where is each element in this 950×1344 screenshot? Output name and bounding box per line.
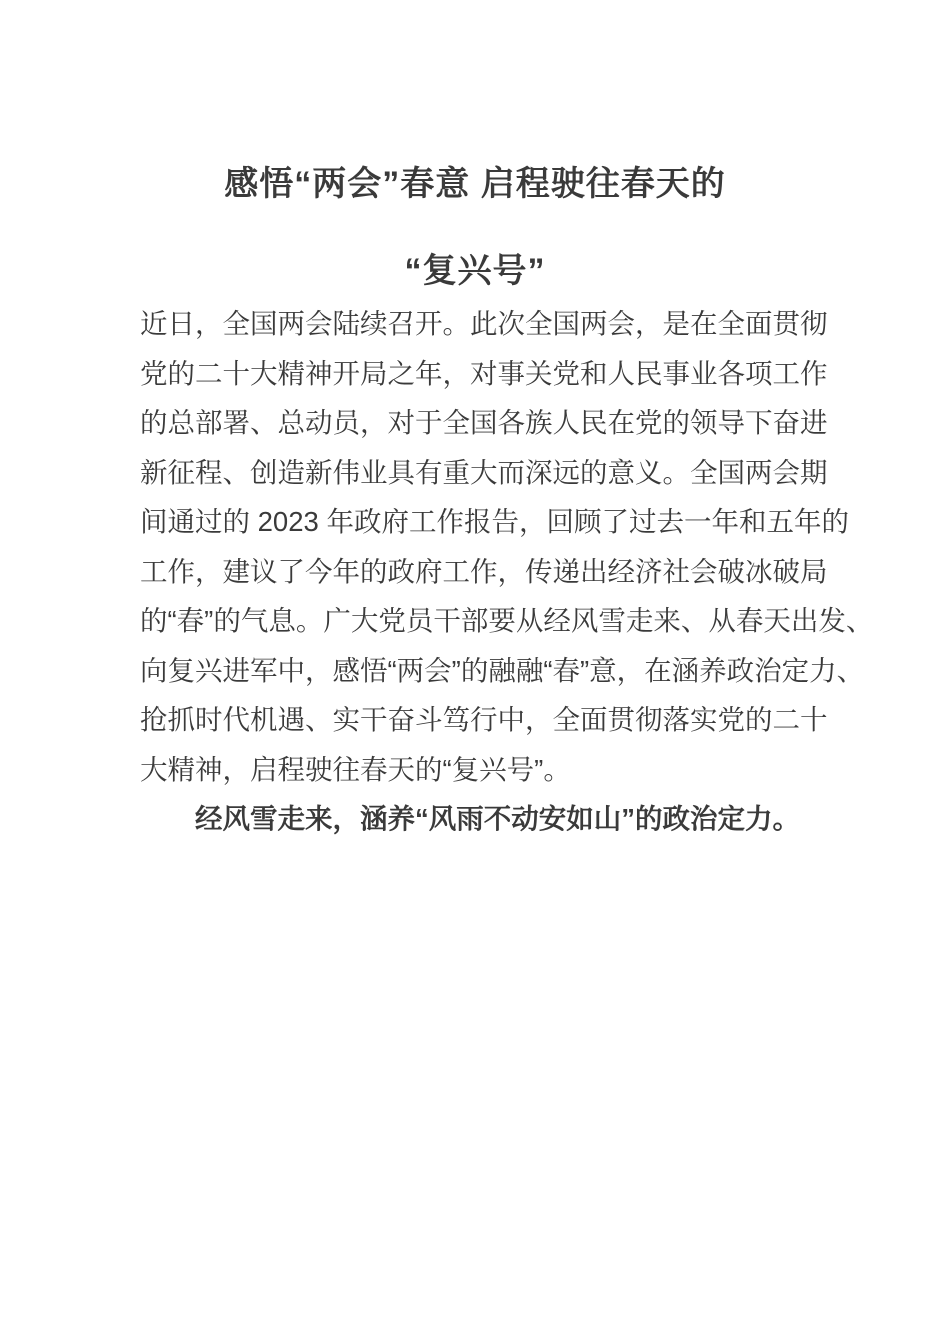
- body-line-5: 间通过的 2023 年政府工作报告，回顾了过去一年和五年的: [140, 506, 849, 537]
- body-paragraph: [140, 299, 874, 794]
- emphasis-paragraph: 经风雪走来，涵养“风雨不动安如山”的政治定力。: [195, 803, 800, 834]
- body-line-7: 的“春”的气息。广大党员干部要从经风雪走来、从春天出发、: [140, 605, 874, 636]
- body-line-9: 抢抓时代机遇、实干奋斗笃行中，全面贯彻落实党的二十: [140, 704, 828, 735]
- document-title: [0, 141, 950, 315]
- body-line-6: 工作，建议了今年的政府工作，传递出经济社会破冰破局: [140, 555, 828, 587]
- body-line-4: 新征程、创造新伟业具有重大而深远的意义。全国两会期: [140, 456, 828, 488]
- body-line-2: 党的二十大精神开局之年，对事关党和人民事业各项工作: [140, 357, 828, 389]
- body-line-1: 近日，全国两会陆续召开。此次全国两会，是在全面贯彻: [140, 308, 828, 339]
- title-line-1: 感悟“两会”春意 启程驶往春天的: [224, 165, 726, 203]
- title-line-2: “复兴号”: [404, 252, 546, 290]
- body-line-10: 大精神，启程驶往春天的“复兴号”。: [140, 753, 571, 785]
- body-line-8: 向复兴进军中，感悟“两会”的融融“春”意，在涵养政治定力、: [140, 654, 865, 686]
- body-line-3: 的总部署、总动员，对于全国各族人民在党的领导下奋进: [140, 407, 828, 438]
